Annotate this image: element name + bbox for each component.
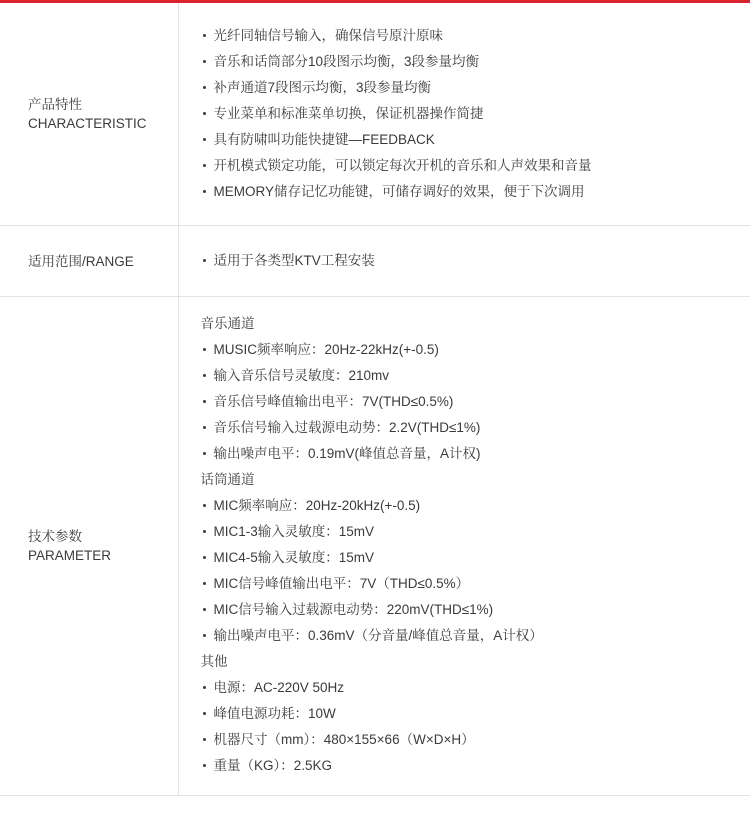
music-channel-list — [201, 337, 733, 467]
list-item: 开机模式锁定功能，可以锁定每次开机的音乐和人声效果和音量 — [201, 153, 733, 179]
list-item: MEMORY储存记忆功能键，可储存调好的效果，便于下次调用 — [201, 179, 733, 205]
list-item: MIC信号输入过载源电动势：220mV(THD≤1%) — [201, 597, 733, 623]
list-item: 音乐和话筒部分10段图示均衡，3段参量均衡 — [201, 49, 733, 75]
list-item: 电源：AC-220V 50Hz — [201, 675, 733, 701]
list-item: 光纤同轴信号输入，确保信号原汁原味 — [201, 23, 733, 49]
list-item: MIC信号峰值输出电平：7V（THD≤0.5%） — [201, 571, 733, 597]
row-label-zh: 技术参数 — [28, 529, 82, 544]
other-list — [201, 675, 733, 779]
table-row-parameter — [0, 297, 750, 796]
table-row-range — [0, 226, 750, 297]
list-item: 专业菜单和标准菜单切换，保证机器操作简捷 — [201, 101, 733, 127]
list-item: MIC频率响应：20Hz-20kHz(+-0.5) — [201, 493, 733, 519]
table-row-characteristic — [0, 3, 750, 226]
row-label-range — [0, 226, 178, 297]
row-content-parameter — [178, 297, 750, 796]
bottom-spacer — [0, 796, 750, 822]
list-item: 补声通道7段图示均衡，3段参量均衡 — [201, 75, 733, 101]
characteristic-list — [201, 23, 733, 205]
group-title: 音乐通道 — [200, 316, 255, 331]
group-title: 话筒通道 — [200, 472, 255, 487]
row-label-characteristic — [0, 3, 178, 226]
list-item: 音乐信号输入过载源电动势：2.2V(THD≤1%) — [201, 415, 733, 441]
list-item: 重量（KG）：2.5KG — [201, 753, 733, 779]
row-label-parameter — [0, 297, 178, 796]
row-label-zh: 适用范围/RANGE — [28, 253, 134, 269]
row-label-en: PARAMETER — [28, 548, 112, 563]
row-label-en: CHARACTERISTIC — [28, 116, 147, 131]
list-item: 具有防啸叫功能快捷键—FEEDBACK — [201, 127, 733, 153]
row-label-zh: 产品特性 — [28, 97, 82, 112]
list-item: 输入音乐信号灵敏度：210mv — [201, 363, 733, 389]
list-item: 适用于各类型KTV工程安装 — [201, 248, 733, 274]
list-item: 机器尺寸（mm）：480×155×66（W×D×H） — [201, 727, 733, 753]
list-item: 音乐信号峰值输出电平：7V(THD≤0.5%) — [201, 389, 733, 415]
list-item: 输出噪声电平：0.36mV（分音量/峰值总音量，A计权） — [201, 623, 733, 649]
list-item: 峰值电源功耗：10W — [201, 701, 733, 727]
specification-table — [0, 3, 750, 796]
list-item: MIC1-3输入灵敏度：15mV — [201, 519, 733, 545]
param-group-other — [201, 649, 733, 779]
mic-channel-list — [201, 493, 733, 649]
param-group-music — [201, 311, 733, 467]
row-content-range — [178, 226, 750, 297]
param-group-mic — [201, 467, 733, 649]
list-item: 输出噪声电平：0.19mV(峰值总音量，A计权) — [201, 441, 733, 467]
range-list — [201, 248, 733, 274]
row-content-characteristic — [178, 3, 750, 226]
list-item: MIC4-5输入灵敏度：15mV — [201, 545, 733, 571]
list-item: MUSIC频率响应：20Hz-22kHz(+-0.5) — [201, 337, 733, 363]
group-title: 其他 — [200, 654, 228, 669]
